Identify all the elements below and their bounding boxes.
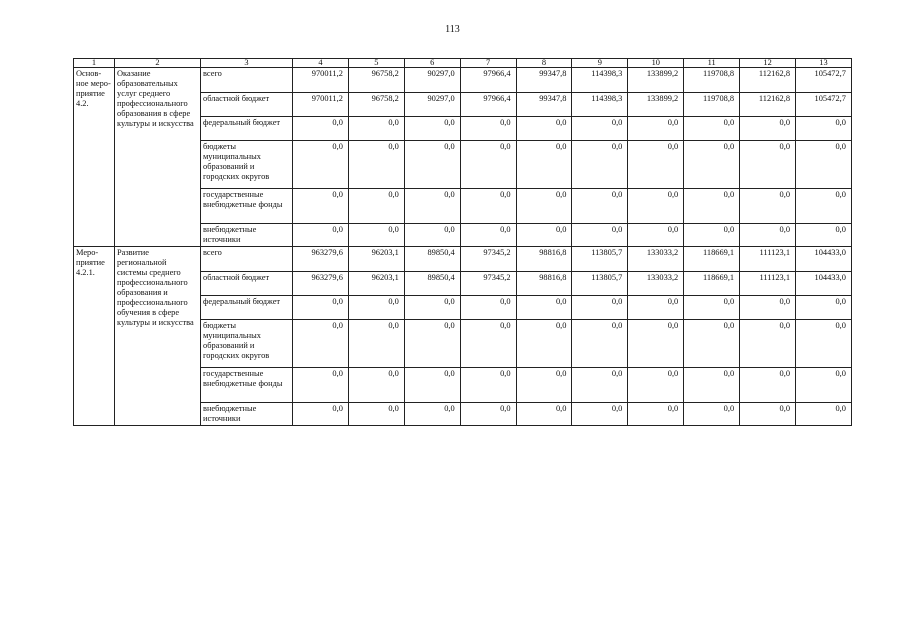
amount-cell: 104433,0 [796, 272, 852, 296]
amount-cell: 0,0 [404, 117, 460, 141]
amount-cell: 104433,0 [796, 247, 852, 272]
amount-cell: 0,0 [516, 141, 572, 189]
amount-cell: 133033,2 [628, 247, 684, 272]
activity-code: Меро-приятие 4.2.1. [74, 247, 115, 426]
amount-cell: 112162,8 [740, 68, 796, 93]
amount-cell: 0,0 [796, 403, 852, 426]
amount-cell: 0,0 [684, 320, 740, 368]
amount-cell: 89850,4 [404, 247, 460, 272]
amount-cell: 105472,7 [796, 93, 852, 117]
amount-cell: 0,0 [740, 141, 796, 189]
amount-cell: 119708,8 [684, 68, 740, 93]
page-number: 113 [445, 24, 460, 35]
column-number: 6 [404, 59, 460, 68]
amount-cell: 0,0 [796, 141, 852, 189]
amount-cell: 0,0 [348, 189, 404, 224]
amount-cell: 0,0 [796, 224, 852, 247]
amount-cell: 0,0 [684, 296, 740, 320]
amount-cell: 970011,2 [293, 93, 349, 117]
amount-cell: 111123,1 [740, 247, 796, 272]
amount-cell: 97345,2 [460, 247, 516, 272]
amount-cell: 0,0 [796, 368, 852, 403]
amount-cell: 970011,2 [293, 68, 349, 93]
amount-cell: 105472,7 [796, 68, 852, 93]
activity-title: Оказание образовательных услуг среднего профессионального образования в сфере культуры и искусства [115, 68, 201, 247]
amount-cell: 96758,2 [348, 68, 404, 93]
amount-cell: 113805,7 [572, 272, 628, 296]
funding-source: всего [201, 68, 293, 93]
amount-cell: 0,0 [348, 403, 404, 426]
amount-cell: 97966,4 [460, 93, 516, 117]
amount-cell: 0,0 [516, 224, 572, 247]
amount-cell: 0,0 [460, 296, 516, 320]
amount-cell: 0,0 [796, 117, 852, 141]
amount-cell: 0,0 [516, 368, 572, 403]
amount-cell: 0,0 [460, 189, 516, 224]
amount-cell: 97345,2 [460, 272, 516, 296]
amount-cell: 0,0 [684, 224, 740, 247]
amount-cell: 0,0 [628, 189, 684, 224]
amount-cell: 0,0 [293, 189, 349, 224]
amount-cell: 0,0 [628, 368, 684, 403]
amount-cell: 0,0 [796, 296, 852, 320]
amount-cell: 0,0 [740, 296, 796, 320]
amount-cell: 0,0 [293, 320, 349, 368]
amount-cell: 90297,0 [404, 93, 460, 117]
column-number-row [74, 59, 852, 68]
amount-cell: 133899,2 [628, 93, 684, 117]
amount-cell: 118669,1 [684, 272, 740, 296]
amount-cell: 0,0 [348, 224, 404, 247]
amount-cell: 0,0 [740, 403, 796, 426]
amount-cell: 98816,8 [516, 247, 572, 272]
amount-cell: 0,0 [516, 320, 572, 368]
amount-cell: 0,0 [293, 296, 349, 320]
column-number: 7 [460, 59, 516, 68]
amount-cell: 0,0 [684, 403, 740, 426]
column-number: 9 [572, 59, 628, 68]
column-number: 8 [516, 59, 572, 68]
activity-title: Развитие региональной системы среднего профессионального образования и профессионального обучения в сфере культуры и искусства [115, 247, 201, 426]
amount-cell: 0,0 [516, 403, 572, 426]
amount-cell: 90297,0 [404, 68, 460, 93]
amount-cell: 0,0 [628, 117, 684, 141]
amount-cell: 96203,1 [348, 247, 404, 272]
amount-cell: 119708,8 [684, 93, 740, 117]
amount-cell: 96758,2 [348, 93, 404, 117]
amount-cell: 0,0 [628, 141, 684, 189]
amount-cell: 0,0 [572, 368, 628, 403]
funding-source: федеральный бюджет [201, 117, 293, 141]
amount-cell: 0,0 [404, 189, 460, 224]
amount-cell: 0,0 [516, 189, 572, 224]
table-row [74, 68, 852, 93]
funding-source: областной бюджет [201, 272, 293, 296]
amount-cell: 0,0 [684, 141, 740, 189]
amount-cell: 112162,8 [740, 93, 796, 117]
amount-cell: 113805,7 [572, 247, 628, 272]
amount-cell: 118669,1 [684, 247, 740, 272]
funding-source: всего [201, 247, 293, 272]
amount-cell: 963279,6 [293, 247, 349, 272]
amount-cell: 96203,1 [348, 272, 404, 296]
column-number: 4 [293, 59, 349, 68]
amount-cell: 133033,2 [628, 272, 684, 296]
amount-cell: 0,0 [740, 320, 796, 368]
amount-cell: 0,0 [684, 189, 740, 224]
amount-cell: 0,0 [293, 117, 349, 141]
amount-cell: 0,0 [628, 403, 684, 426]
funding-source: государственные внебюджетные фонды [201, 368, 293, 403]
funding-source: внебюджетные источники [201, 403, 293, 426]
amount-cell: 99347,8 [516, 68, 572, 93]
amount-cell: 0,0 [796, 189, 852, 224]
amount-cell: 0,0 [460, 403, 516, 426]
amount-cell: 0,0 [404, 141, 460, 189]
amount-cell: 0,0 [460, 224, 516, 247]
amount-cell: 0,0 [796, 320, 852, 368]
table-row [74, 247, 852, 272]
funding-source: государственные внебюджетные фонды [201, 189, 293, 224]
amount-cell: 0,0 [293, 403, 349, 426]
amount-cell: 0,0 [684, 368, 740, 403]
amount-cell: 0,0 [348, 117, 404, 141]
column-number: 5 [348, 59, 404, 68]
column-number: 3 [201, 59, 293, 68]
amount-cell: 0,0 [572, 189, 628, 224]
funding-source: бюджеты муниципальных образований и городских округов [201, 141, 293, 189]
amount-cell: 0,0 [348, 320, 404, 368]
amount-cell: 0,0 [684, 117, 740, 141]
amount-cell: 97966,4 [460, 68, 516, 93]
activity-code: Основ-ное меро-приятие 4.2. [74, 68, 115, 247]
amount-cell: 0,0 [572, 320, 628, 368]
amount-cell: 0,0 [572, 117, 628, 141]
amount-cell: 114398,3 [572, 68, 628, 93]
amount-cell: 0,0 [628, 296, 684, 320]
amount-cell: 0,0 [404, 224, 460, 247]
amount-cell: 0,0 [348, 296, 404, 320]
amount-cell: 0,0 [740, 189, 796, 224]
amount-cell: 0,0 [293, 368, 349, 403]
column-number: 12 [740, 59, 796, 68]
amount-cell: 963279,6 [293, 272, 349, 296]
amount-cell: 0,0 [460, 368, 516, 403]
amount-cell: 0,0 [628, 320, 684, 368]
amount-cell: 0,0 [404, 320, 460, 368]
amount-cell: 0,0 [572, 224, 628, 247]
amount-cell: 98816,8 [516, 272, 572, 296]
amount-cell: 0,0 [740, 224, 796, 247]
amount-cell: 0,0 [572, 141, 628, 189]
amount-cell: 0,0 [404, 368, 460, 403]
budget-table [73, 58, 852, 426]
amount-cell: 0,0 [572, 296, 628, 320]
column-number: 10 [628, 59, 684, 68]
column-number: 11 [684, 59, 740, 68]
amount-cell: 0,0 [348, 368, 404, 403]
amount-cell: 0,0 [628, 224, 684, 247]
amount-cell: 99347,8 [516, 93, 572, 117]
amount-cell: 0,0 [293, 224, 349, 247]
column-number: 13 [796, 59, 852, 68]
amount-cell: 0,0 [516, 296, 572, 320]
amount-cell: 0,0 [404, 403, 460, 426]
funding-source: внебюджетные источники [201, 224, 293, 247]
funding-source: бюджеты муниципальных образований и городских округов [201, 320, 293, 368]
funding-source: федеральный бюджет [201, 296, 293, 320]
amount-cell: 0,0 [740, 368, 796, 403]
amount-cell: 133899,2 [628, 68, 684, 93]
amount-cell: 111123,1 [740, 272, 796, 296]
amount-cell: 0,0 [404, 296, 460, 320]
amount-cell: 0,0 [348, 141, 404, 189]
amount-cell: 0,0 [516, 117, 572, 141]
amount-cell: 114398,3 [572, 93, 628, 117]
amount-cell: 0,0 [740, 117, 796, 141]
amount-cell: 0,0 [460, 117, 516, 141]
column-number: 1 [74, 59, 115, 68]
funding-source: областной бюджет [201, 93, 293, 117]
amount-cell: 0,0 [460, 141, 516, 189]
column-number: 2 [115, 59, 201, 68]
amount-cell: 89850,4 [404, 272, 460, 296]
amount-cell: 0,0 [572, 403, 628, 426]
amount-cell: 0,0 [293, 141, 349, 189]
amount-cell: 0,0 [460, 320, 516, 368]
